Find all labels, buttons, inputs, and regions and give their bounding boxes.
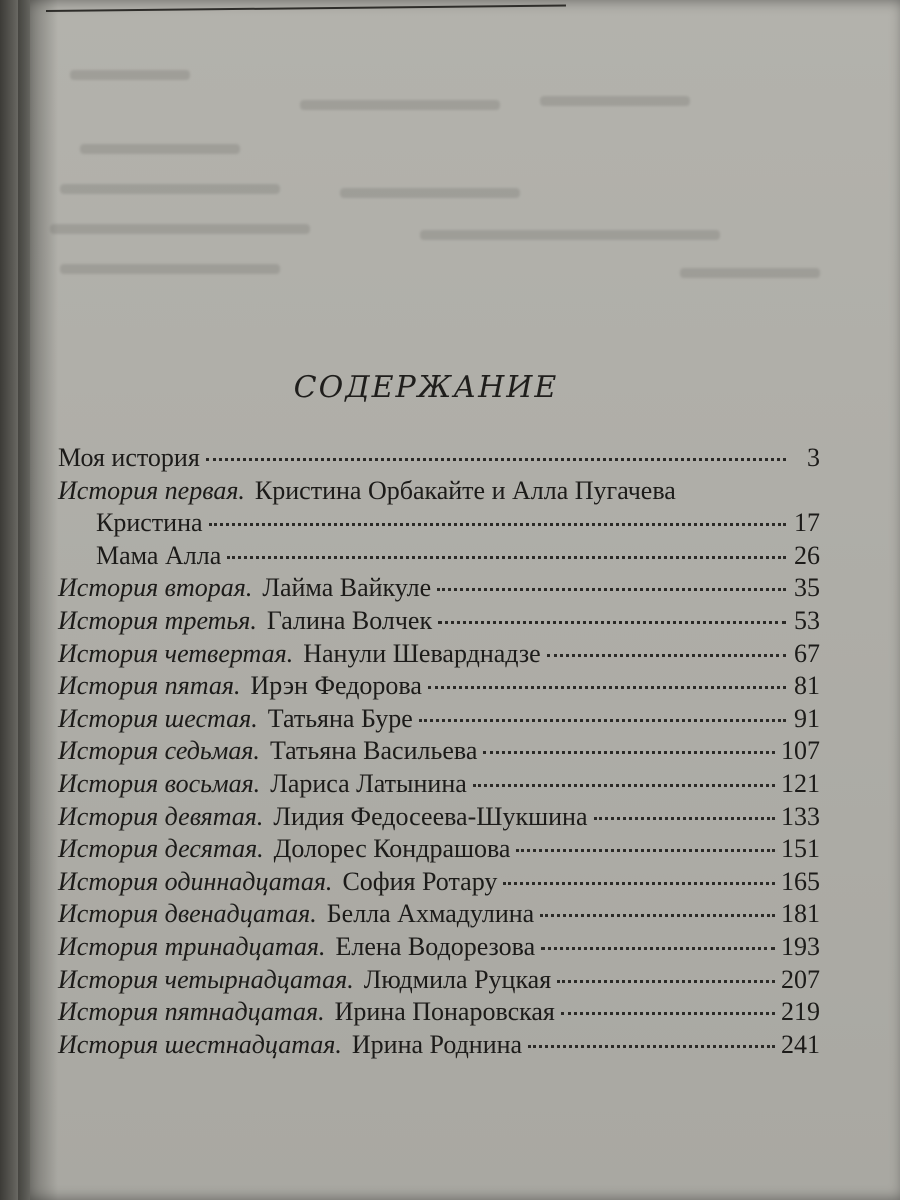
toc-entry-prefix: История шестнадцатая.: [58, 1029, 342, 1059]
toc-entry-label: [58, 931, 535, 964]
toc-entry-title: Лидия Федосеева-Шукшина: [273, 801, 588, 831]
toc-entry-prefix: История четвертая.: [58, 638, 294, 668]
dot-leader: [547, 654, 786, 657]
dot-leader: [541, 947, 775, 950]
toc-entry-prefix: История пятая.: [58, 671, 241, 701]
toc-entry-label: [58, 996, 555, 1029]
toc-entry-title: Татьяна Буре: [267, 703, 413, 733]
toc-entry-title: Кристина Орбакайте и Алла Пугачева: [254, 475, 676, 505]
toc-entry-title: Людмила Руцкая: [363, 964, 552, 994]
toc-entry-title: Кристина: [96, 508, 203, 538]
toc-entry-label: [58, 735, 477, 768]
toc-entry-title: София Ротару: [342, 866, 498, 896]
toc-entry: [58, 996, 820, 1029]
toc-entry: [58, 1029, 820, 1062]
toc-entry: [58, 964, 820, 997]
dot-leader: [473, 784, 775, 787]
toc-entry-page-number: 193: [781, 931, 820, 961]
dot-leader: [206, 458, 786, 461]
dot-leader: [438, 621, 786, 624]
toc-entry: [58, 540, 820, 573]
toc-entry: [58, 670, 820, 703]
toc-entry-title: Ирина Роднина: [351, 1029, 523, 1059]
toc-entry-page-number: 133: [781, 801, 820, 831]
toc-entry-title: Татьяна Васильева: [269, 736, 478, 766]
toc-entry: [58, 735, 820, 768]
toc-entry-label: [58, 703, 413, 736]
toc-entry-page-number: 3: [807, 443, 820, 472]
toc-entry: [58, 605, 820, 638]
toc-entry-page-number: 241: [781, 1029, 820, 1059]
dot-leader: [540, 914, 775, 917]
toc-entry: [58, 931, 820, 964]
toc-entry-page-number: 17: [794, 508, 820, 538]
toc-entry: [58, 801, 820, 834]
toc-entry: [58, 638, 820, 671]
dot-leader: [516, 849, 775, 852]
toc-entry-title: Мама Алла: [96, 540, 222, 570]
toc-entry-title: Лайма Вайкуле: [262, 573, 432, 603]
dot-leader: [594, 817, 776, 820]
toc-entry-prefix: История тринадцатая.: [58, 931, 326, 961]
dot-leader: [528, 1045, 775, 1048]
toc-entry-prefix: История одиннадцатая.: [58, 866, 333, 896]
dot-leader: [437, 588, 786, 591]
toc-entry-page-number: 181: [781, 899, 820, 929]
toc-entry-label: [58, 572, 431, 605]
toc-entry-page-number: 207: [781, 964, 820, 994]
toc-entry-page-number: 219: [781, 997, 820, 1027]
toc-entry: [58, 768, 820, 801]
toc-entry-label: [58, 670, 422, 703]
toc-entry-prefix: История девятая.: [58, 801, 264, 831]
dot-leader: [419, 719, 786, 722]
toc-entry-prefix: История первая.: [58, 475, 245, 505]
toc-entry-page-number: 151: [781, 834, 820, 864]
toc-entry: [58, 572, 820, 605]
toc-entry-title: Моя история: [58, 443, 200, 472]
toc-title: СОДЕРЖАНИЕ: [293, 370, 559, 405]
toc-entry-title: Долорес Кондрашова: [273, 834, 511, 864]
dot-leader: [209, 523, 786, 526]
toc-entry-prefix: История пятнадцатая.: [58, 997, 325, 1027]
dot-leader: [227, 556, 786, 559]
toc-entry-label: [58, 866, 497, 899]
toc-entry-label: [58, 475, 676, 508]
toc-entry-prefix: История четырнадцатая.: [58, 964, 354, 994]
show-through-text: [40, 60, 860, 290]
toc-entry-prefix: История вторая.: [58, 573, 253, 603]
toc-entry-title: Ирэн Федорова: [250, 671, 422, 701]
toc-entry: [58, 833, 820, 866]
toc-entry-page-number: 121: [781, 768, 820, 798]
dot-leader: [503, 882, 775, 885]
dot-leader: [428, 686, 786, 689]
toc-entry-page-number: 35: [794, 573, 820, 603]
toc-entry-title: Белла Ахмадулина: [326, 899, 535, 929]
toc-entry-label: [58, 801, 588, 834]
toc-entry-prefix: История седьмая.: [58, 736, 260, 766]
toc-entry-label: [58, 964, 551, 997]
toc-entry: [58, 475, 820, 508]
toc-entry-label: [58, 638, 541, 671]
toc-entry-prefix: История десятая.: [58, 834, 264, 864]
toc-entry: [58, 866, 820, 899]
dot-leader: [483, 751, 775, 754]
toc-entry-label: [58, 605, 432, 638]
toc-entry-label: [58, 768, 467, 801]
table-of-contents: [58, 442, 820, 1061]
toc-entry-prefix: История восьмая.: [58, 768, 261, 798]
toc-entry-title: Нанули Шеварднадзе: [303, 638, 541, 668]
toc-entry-prefix: История шестая.: [58, 703, 258, 733]
toc-entry-page-number: 53: [794, 605, 820, 635]
dot-leader: [561, 1012, 775, 1015]
toc-entry-title: Лариса Латынина: [270, 768, 467, 798]
toc-entry-prefix: История двенадцатая.: [58, 899, 317, 929]
toc-entry-page-number: 67: [794, 638, 820, 668]
toc-entry-prefix: История третья.: [58, 605, 257, 635]
toc-entry-label: [96, 540, 221, 573]
dot-leader: [557, 980, 775, 983]
toc-entry: [58, 442, 820, 475]
toc-entry: [58, 507, 820, 540]
toc-entry-label: [58, 442, 200, 475]
toc-entry: [58, 703, 820, 736]
toc-entry-title: Галина Волчек: [266, 605, 433, 635]
toc-entry: [58, 898, 820, 931]
toc-entry-label: [96, 507, 203, 540]
toc-entry-label: [58, 1029, 522, 1062]
toc-entry-page-number: 26: [794, 540, 820, 570]
toc-entry-title: Ирина Понаровская: [334, 997, 555, 1027]
toc-entry-title: Елена Водорезова: [335, 931, 536, 961]
toc-entry-label: [58, 833, 510, 866]
toc-entry-page-number: 165: [781, 866, 820, 896]
toc-entry-page-number: 81: [794, 671, 820, 701]
toc-entry-page-number: 107: [781, 736, 820, 766]
toc-entry-label: [58, 898, 534, 931]
toc-entry-page-number: 91: [794, 703, 820, 733]
